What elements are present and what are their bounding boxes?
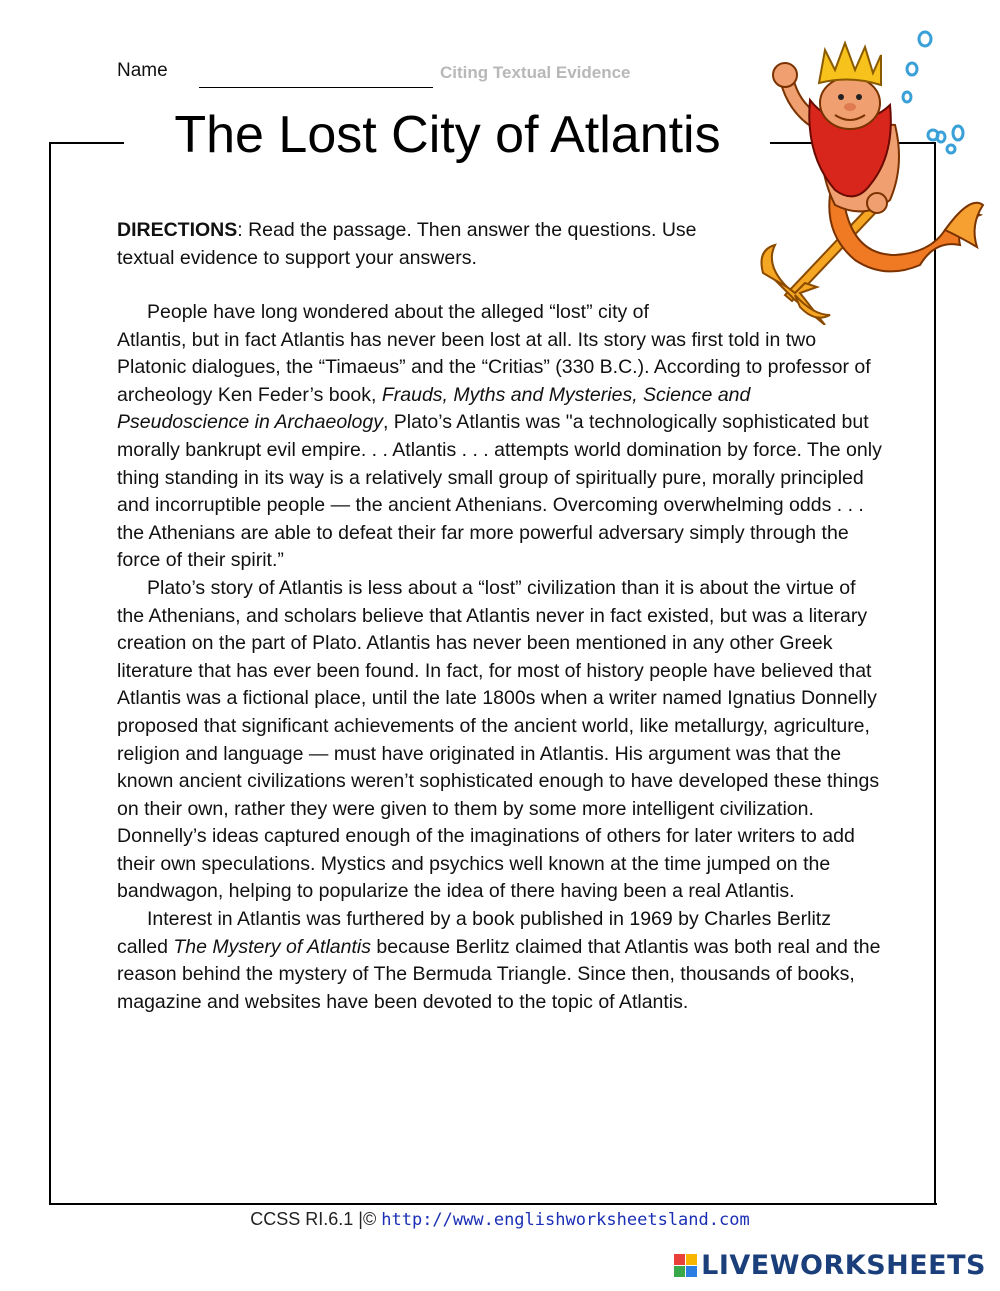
paragraph-3	[117, 906, 887, 1016]
paragraph-1-head: People have long wondered about the alleged “lost” city of	[147, 301, 649, 323]
poseidon-merman-icon	[755, 25, 985, 325]
reading-passage	[117, 299, 887, 1016]
directions-label: DIRECTIONS	[117, 219, 238, 241]
logo-block	[674, 1266, 685, 1277]
frame-bottom-line	[49, 1203, 937, 1205]
directions	[117, 216, 727, 272]
liveworksheets-logo[interactable]	[674, 1250, 986, 1281]
bubbles-icon	[903, 32, 963, 153]
paragraph-3-text-b: because Berlitz claimed that Atlantis was both real and the reason behind the mystery of The Bermuda Triangle. Since then, thousands of books, magazine and websites have been devoted to the topic of Atlantis.	[117, 935, 881, 1013]
page-title: The Lost City of Atlantis	[174, 106, 721, 164]
footer-ccss: CCSS RI.6.1 |©	[250, 1209, 382, 1229]
name-label: Name	[117, 60, 168, 81]
logo-blocks-icon	[674, 1254, 697, 1277]
paragraph-3-text-a: Interest in Atlantis was furthered by a book published in 1969 by Charles Berlitz called	[117, 908, 831, 958]
paragraph-1-text-a: Atlantis, but in fact Atlantis has never been lost at all. Its story was first told in two Platonic dialogues, the “Timaeus” and the “Critias” (330 B.C.). According to professor of archeology Ken Feder’s book,	[117, 328, 871, 406]
frame-top-left-line	[49, 142, 124, 144]
footer-url-link[interactable]: http://www.englishworksheetsland.com	[381, 1210, 750, 1230]
footer	[0, 1209, 1000, 1230]
logo-text: LIVEWORKSHEETS	[701, 1250, 986, 1281]
logo-block	[686, 1254, 697, 1265]
logo-block	[674, 1254, 685, 1265]
subtitle: Citing Textual Evidence	[440, 63, 631, 82]
logo-block	[686, 1266, 697, 1277]
name-input-line[interactable]	[199, 87, 433, 88]
book-title-frauds: Frauds, Myths and Mysteries, Science and Pseudoscience in Archaeology	[117, 383, 751, 434]
book-title-mystery: The Mystery of Atlantis	[173, 935, 371, 958]
frame-left-line	[49, 143, 51, 1204]
paragraph-2: Plato’s story of Atlantis is less about a “lost” civilization than it is about the virtue of the Athenians, and scholars believe that Atlantis never in fact existed, but was a literary creation on the part of Plato. Atlantis has never been mentioned in any other Greek literature that has ever been found. In fact, for most of history people have believed that Atlantis was a fictional place, until the late 1800s when a writer named Ignatius Donnelly proposed that significant achievements of the ancient world, like metallurgy, agriculture, religion and language — must have originated in Atlantis. His argument was that the known ancient civilizations weren’t sophisticated enough to have developed these things on their own, rather they were given to them by some more intelligent civilization. Donnelly’s ideas captured enough of the imaginations of others for later writers to add their own speculations. Mystics and psychics well known at the time jumped on the bandwagon, helping to popularize the idea of there having been a real Atlantis.	[117, 576, 880, 903]
paragraph-1	[117, 299, 887, 575]
paragraph-1-text-b: , Plato’s Atlantis was "a technologically sophisticated but morally bankrupt evil empire. . . Atlantis . . . attempts world domination by force. The only thing standing in its way is a relatively small group of spiritually pure, morally principled and incorruptible people — the ancient Athenians. Overcoming overwhelming odds . . . the Athenians are able to defeat their far more powerful adversary simply through the force of their spirit.”	[117, 411, 882, 572]
directions-text: : Read the passage. Then answer the questions. Use textual evidence to support your answers.	[117, 219, 697, 269]
